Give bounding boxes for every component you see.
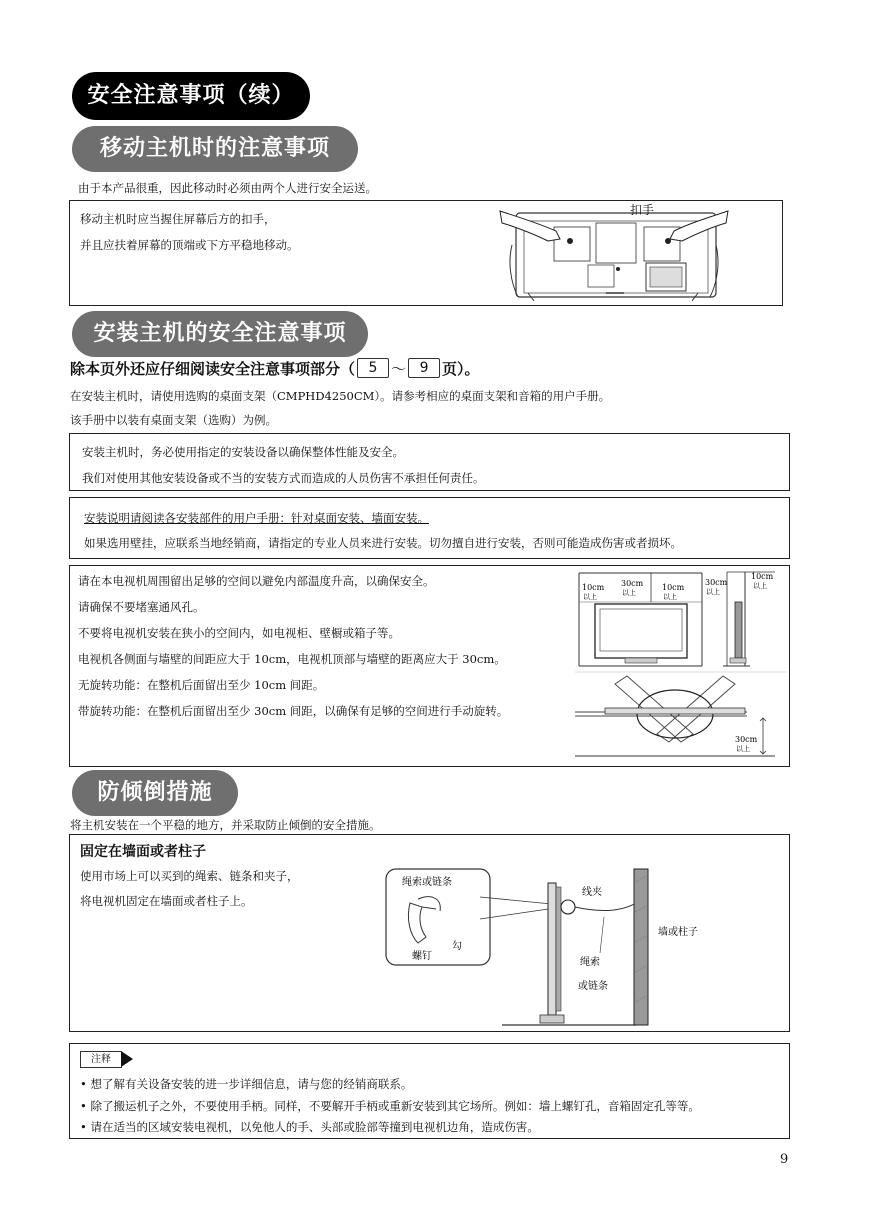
install-box-2	[69, 497, 790, 559]
side-top-gap: 30cm	[705, 578, 728, 587]
anti-tip-intro: 将主机安装在一个平稳的地方，并采取防止倾倒的安全措施。	[70, 818, 381, 832]
clearance-line-1: 请在本电视机周围留出足够的空间以避免内部温度升高，以确保安全。	[78, 574, 435, 588]
install-line-2: 该手册中以装有桌面支架（选购）为例。	[70, 413, 277, 427]
moving-line-1: 移动主机时应当握住屏幕后方的扣手，	[80, 212, 276, 226]
section-title: 安全注意事项（续）	[72, 72, 310, 120]
ref-range-sep: ～	[391, 360, 407, 378]
install-box2-line-1: 安装说明请阅读各安装部件的用户手册：针对桌面安装、墙面安装。	[84, 511, 429, 525]
rope-chain-label: 绳索或链条	[402, 877, 452, 888]
install-box-1	[69, 433, 790, 491]
install-reference	[70, 358, 480, 380]
hook-label: 勾	[452, 941, 462, 952]
front-right-gap-sub: 以上	[663, 593, 677, 601]
note-item-2: • 除了搬运机子之外，不要使用手柄。同样，不要解开手柄或重新安装到其它场所。例如：墙上螺钉孔，音箱固定孔等等。	[80, 1099, 700, 1113]
handle-label: 扣手	[630, 203, 655, 217]
install-box2-line-2: 如果选用壁挂，应联系当地经销商，请指定的专业人员来进行安装。切勿擅自进行安装，否则可能造成伤害或者损坏。	[84, 536, 682, 550]
clearance-line-3: 不要将电视机安装在狭小的空间内，如电视柜、壁橱或箱子等。	[78, 626, 400, 640]
anti-tip-line-2: 将电视机固定在墙面或者柱子上。	[80, 894, 253, 908]
moving-intro: 由于本产品很重，因此移动时必须由两个人进行安全运送。	[78, 181, 377, 195]
anti-tip-box-title: 固定在墙面或者柱子	[80, 844, 206, 860]
note-item-1: • 想了解有关设备安装的进一步详细信息，请与您的经销商联系。	[80, 1077, 413, 1091]
front-left-gap: 10cm	[582, 583, 605, 592]
rope-label: 绳索	[580, 957, 600, 968]
clearance-line-5: 无旋转功能：在整机后面留出至少 10cm 间距。	[78, 678, 325, 692]
note-item-3: • 请在适当的区域安装电视机，以免他人的手、头部或脸部等撞到电视机边角，造成伤害。	[80, 1120, 539, 1134]
install-line-1: 在安装主机时，请使用选购的桌面支架（CMPHD4250CM）。请参考相应的桌面支架和音箱的用户手册。	[70, 389, 611, 403]
anti-tip-line-1: 使用市场上可以买到的绳索、链条和夹子，	[80, 869, 299, 883]
anti-tip-box	[69, 834, 790, 1032]
anti-tip-heading: 防倾倒措施	[72, 770, 238, 816]
clearance-line-2: 请确保不要堵塞通风孔。	[78, 600, 205, 614]
install-box-3	[69, 565, 790, 767]
install-box1-line-2: 我们对使用其他安装设备或不当的安装方式而造成的人员伤害不承担任何责任。	[82, 471, 485, 485]
install-ref-prefix: 除本页外还应仔细阅读安全注意事项部分（	[70, 360, 356, 378]
rotation-gap: 30cm	[735, 735, 758, 744]
clearance-line-4: 电视机各侧面与墙壁的间距应大于 10cm，电视机顶部与墙壁的距离应大于 30cm。	[78, 652, 506, 666]
front-right-gap: 10cm	[662, 583, 685, 592]
screw-label: 螺钉	[412, 951, 432, 962]
side-top-gap-sub: 以上	[706, 588, 720, 596]
front-top-gap-sub: 以上	[622, 589, 636, 597]
ref-page-end: 9	[408, 358, 440, 378]
note-tag: 注释	[80, 1051, 122, 1068]
moving-box	[69, 200, 783, 306]
anti-tip-diagram	[382, 863, 722, 1033]
ref-page-start: 5	[357, 358, 389, 378]
install-ref-suffix: 页）。	[442, 360, 480, 378]
moving-heading: 移动主机时的注意事项	[72, 126, 358, 172]
install-heading: 安装主机的安全注意事项	[72, 311, 368, 357]
wall-label: 墙或柱子	[658, 927, 698, 938]
side-back-gap-sub: 以上	[753, 582, 767, 590]
page-number: 9	[780, 1152, 789, 1167]
clearance-line-6: 带旋转功能：在整机后面留出至少 30cm 间距，以确保有足够的空间进行手动旋转。	[78, 704, 509, 718]
clamp-label: 线夹	[582, 887, 602, 898]
front-left-gap-sub: 以上	[583, 593, 597, 601]
rotation-gap-sub: 以上	[736, 745, 750, 753]
clearance-diagram	[575, 568, 787, 764]
front-top-gap: 30cm	[621, 579, 644, 588]
install-box1-line-1: 安装主机时，务必使用指定的安装设备以确保整体性能及安全。	[82, 445, 404, 459]
moving-line-2: 并且应扶着屏幕的顶端或下方平稳地移动。	[80, 238, 299, 252]
note-arrow-icon	[121, 1051, 133, 1067]
side-back-gap: 10cm	[751, 572, 774, 581]
or-chain-label: 或链条	[578, 981, 608, 992]
tv-back-handles-figure	[498, 201, 730, 303]
